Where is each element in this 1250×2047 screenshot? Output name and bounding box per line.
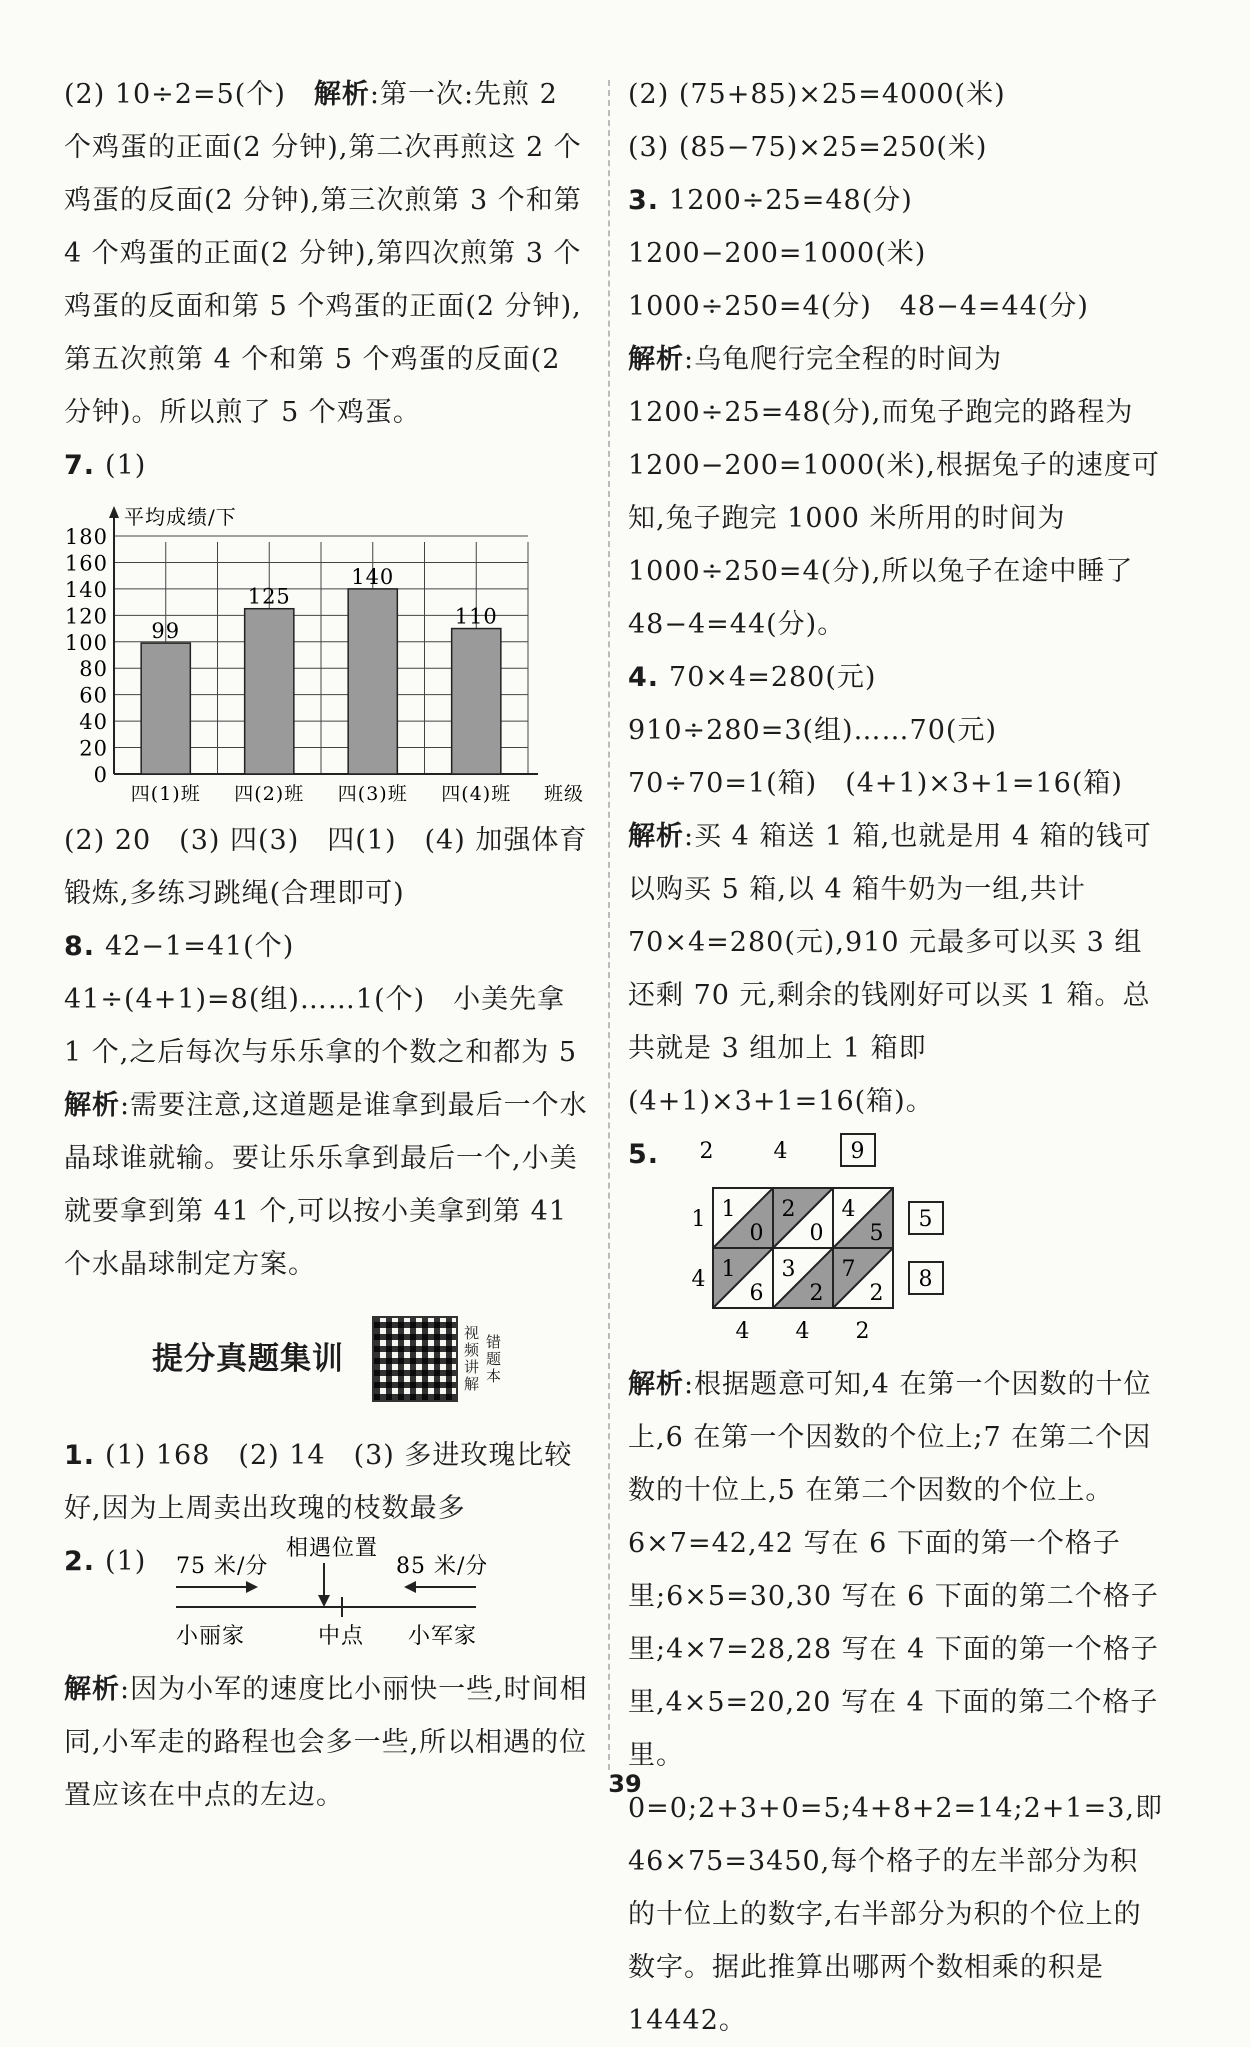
bar-value-label: 99 [151,619,181,644]
left-digit: 4 [691,1267,707,1292]
analysis-text: :乌龟爬行完全程的时间为 1200÷25=48(分),而兔子跑完的路程为 1200−200=1000(米),根据兔子的速度可知,兔子跑完 1000 米所用的时间为 1000÷250=4(分),所以兔子在途中睡了 48−4=44(分)。 [628,344,1160,640]
cell-tens: 7 [841,1257,857,1282]
y-tick-label: 60 [79,683,108,708]
bottom-digit: 4 [735,1319,751,1344]
y-tick-label: 40 [79,710,108,735]
left-arrow-head [246,1581,258,1593]
bar [141,643,190,774]
question-1 [64,1429,592,1535]
x-axis-label: 班级 [544,783,585,805]
y-tick-label: 100 [64,630,108,655]
y-axis-arrow [109,506,119,518]
bar [245,609,294,774]
answer-6-2 [64,68,592,439]
left-column [64,68,592,1822]
bar-value-label: 110 [454,604,498,629]
analysis-label: 解析 [628,344,684,375]
column-divider [608,80,610,1770]
lattice-multiplication [663,1128,963,1348]
analysis-5 [628,1358,1166,2047]
question-7 [64,439,592,492]
meeting-diagram-svg [146,1535,486,1657]
y-tick-label: 180 [64,525,108,549]
lattice-grid [713,1188,893,1308]
analysis-2 [64,1663,592,1822]
question-number: 2. [64,1546,96,1577]
top-digit: 4 [773,1139,789,1164]
answer-4-text: 70×4=280(元) 910÷280=3(组)……70(元) 70÷70=1(箱) (4+1)×3+1=16(箱) [628,662,1123,799]
meet-label: 相遇位置 [286,1536,379,1561]
meeting-diagram [146,1535,486,1657]
right-box-value: 8 [918,1267,934,1292]
question-number: 5. [628,1139,660,1170]
question-5-row [628,1128,1166,1358]
analysis-text: :第一次:先煎 2 个鸡蛋的正面(2 分钟),第二次再煎这 2 个鸡蛋的反面(2 分钟),第三次煎第 3 个和第 4 个鸡蛋的正面(2 分钟),第四次煎第 3 个鸡蛋的反面和第 5 个鸡蛋的正面(2 分钟),第五次煎第 4 个和第 5 个鸡蛋的反面(2 分钟)。所以煎了 5 个鸡蛋。 [64,79,582,428]
cell-ones: 2 [809,1281,825,1306]
right-arrow-head [404,1581,416,1593]
question-number: 7. [64,450,96,481]
analysis-label: 解析 [628,821,684,852]
question-8 [64,920,592,1291]
right-column [628,68,1166,2047]
cell-tens: 1 [721,1257,737,1282]
y-tick-label: 140 [64,577,108,602]
cell-ones: 2 [869,1281,885,1306]
question-number: 4. [628,662,660,693]
x-tick-label: 四(4)班 [441,783,512,805]
question-4 [628,651,1166,1128]
analysis-text: :需要注意,这道题是谁拿到最后一个水晶球谁就输。要让乐乐拿到最后一个,小美就要拿到第 41 个,可以按小美拿到第 41 个水晶球制定方案。 [64,1090,588,1280]
section-header [64,1309,592,1409]
bottom-digit: 4 [795,1319,811,1344]
question-number: 1. [64,1440,96,1471]
left-digit: 1 [691,1207,707,1232]
left-home-label: 小丽家 [176,1624,246,1649]
mid-label: 中点 [318,1624,365,1649]
analysis-label: 解析 [64,1090,120,1121]
left-speed-label: 75 米/分 [176,1554,269,1579]
right-speed-label: 85 米/分 [396,1554,487,1579]
answer-2-2: (2) (75+85)×25=4000(米) [628,79,1006,110]
x-tick-label: 四(2)班 [234,783,305,805]
y-axis-label: 平均成绩/下 [124,505,237,529]
analysis-text: :买 4 箱送 1 箱,也就是用 4 箱的钱可以购买 5 箱,以 4 箱牛奶为一组,共计 70×4=280(元),910 元最多可以买 3 组还剩 70 元,剩余的钱刚好可以买 1 箱。总共就是 3 组加上 1 箱即(4+1)×3+1=16(箱)。 [628,821,1152,1117]
y-tick-label: 80 [79,657,108,682]
qr-code-icon[interactable] [372,1316,458,1402]
analysis-label: 解析 [628,1369,684,1400]
analysis-label: 解析 [64,1674,120,1705]
right-home-label: 小军家 [408,1624,478,1649]
cell-tens: 3 [781,1257,797,1282]
question-number: 8. [64,931,96,962]
y-tick-label: 120 [64,604,108,629]
qr-video-label: 视频讲解 [464,1324,481,1393]
bar-value-label: 125 [247,584,291,609]
analysis-3 [628,333,1166,651]
cell-tens: 1 [721,1197,737,1222]
top-digit: 2 [699,1139,715,1164]
answer-6-2-text: (2) 10÷2=5(个) [64,79,286,110]
answer-7-rest: (2) 20 (3) 四(3) 四(1) (4) 加强体育锻炼,多练习跳绳(合理即可) [64,825,588,909]
bar-chart-container [58,500,592,810]
cell-tens: 4 [841,1197,857,1222]
answer-2-3: (3) (85−75)×25=250(米) [628,132,988,163]
bar-value-label: 140 [351,564,395,589]
y-tick-label: 160 [64,551,108,576]
cell-ones: 0 [749,1221,765,1246]
meet-arrow-head [318,1595,330,1607]
lattice-svg [663,1128,963,1348]
question-2-row [64,1535,592,1663]
sub-answer-label: (1) [105,450,147,481]
analysis-label: 解析 [313,79,370,110]
answer-3-text: 1200÷25=48(分) 1200−200=1000(米) 1000÷250=4(分) 48−4=44(分) [628,185,1089,322]
page-number: 39 [608,1770,642,1798]
bar [348,589,397,774]
y-tick-label: 20 [79,736,108,761]
cell-tens: 2 [781,1197,797,1222]
analysis-text: :因为小军的速度比小丽快一些,时间相同,小军走的路程也会多一些,所以相遇的位置应该在中点的左边。 [64,1674,588,1811]
sub-answer-label: (1) [105,1546,147,1577]
y-tick-label: 0 [93,763,108,787]
cell-ones: 6 [749,1281,765,1306]
question-3 [628,174,1166,333]
x-tick-label: 四(3)班 [337,783,408,805]
right-box-value: 5 [918,1207,934,1232]
section-title: 提分真题集训 [152,1340,344,1377]
answer-8-text: 42−1=41(个) 41÷(4+1)=8(组)……1(个) 小美先拿 1 个,之后每次与乐乐拿的个数之和都为 5 [64,931,578,1068]
bottom-digit: 2 [855,1319,871,1344]
cell-ones: 5 [869,1221,885,1246]
top-box-value: 9 [850,1139,866,1164]
x-tick-label: 四(1)班 [130,783,201,805]
answer-1-text: (1) 168 (2) 14 (3) 多进玫瑰比较好,因为上周卖出玫瑰的枝数最多 [64,1440,573,1524]
bar [452,629,501,774]
cell-ones: 0 [809,1221,825,1246]
analysis-text: :根据题意可知,4 在第一个因数的十位上,6 在第一个因数的个位上;7 在第二个因数的十位上,5 在第二个因数的个位上。6×7=42,42 写在 6 下面的第一个格子里;6×5=30,30 写在 6 下面的第二个格子里;4×7=28,28 写在 4 下面的第一个格子里,4×5=20,20 写在 4 下面的第二个格子里。0=0;2+3+0=5;4+8+2=14;2+1=3,即 46×75=3450,每个格子的左半部分为积的十位上的数字,右半部分为积的个位上的数字。据此推算出哪两个数相乘的积是 14442。 [628,1369,1163,2036]
bar-chart [58,500,598,810]
question-number: 3. [628,185,660,216]
qr-wrongbook-label: 错题本 [486,1332,503,1385]
